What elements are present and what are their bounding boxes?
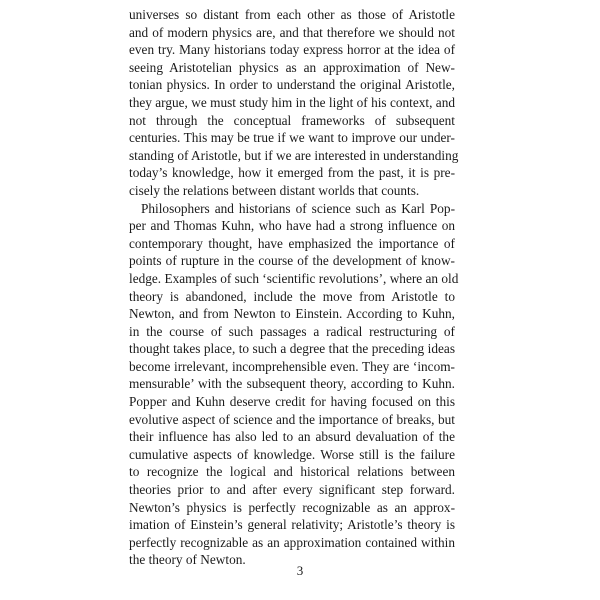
text-line: points of rupture in the course of the development of know-: [129, 253, 455, 269]
text-line: cumulative aspects of knowledge. Worse still is the failure: [129, 446, 455, 462]
text-line: Popper and Kuhn deserve credit for having focused on this: [129, 394, 455, 410]
text-line: Philosophers and historians of science such as Karl Pop-: [141, 200, 455, 216]
text-line: theories prior to and after every significant step forward.: [129, 482, 455, 498]
text-line: not through the conceptual frameworks of subsequent: [129, 112, 455, 128]
paragraph-1: [129, 6, 459, 200]
text-line: in the course of such passages a radical restructuring of: [129, 323, 455, 339]
text-line: theory is abandoned, include the move from Aristotle to: [129, 288, 455, 304]
text-line: centuries. This may be true if we want to improve our under-: [129, 130, 455, 146]
text-line: perfectly recognizable as an approximation contained within: [129, 534, 455, 550]
paragraph-2: [129, 200, 459, 569]
text-line: become irrelevant, incomprehensible even. They are ‘incom-: [129, 358, 455, 374]
text-line: they argue, we must study him in the light of his context, and: [129, 94, 455, 110]
text-line: cisely the relations between distant worlds that counts.: [129, 182, 420, 198]
page-number: 3: [296, 563, 304, 578]
text-line: universes so distant from each other as those of Aristotle: [129, 7, 455, 22]
text-line: Newton, and from Newton to Einstein. According to Kuhn,: [129, 306, 455, 322]
text-line: to recognize the logical and historical relations between: [129, 464, 455, 480]
text-line: imation of Einstein’s general relativity; Aristotle’s theory is: [129, 517, 455, 533]
text-line: and of modern physics are, and that therefore we should not: [129, 24, 455, 40]
text-line: their influence has also led to an absurd devaluation of the: [129, 429, 455, 445]
text-line: ledge. Examples of such ‘scientific revolutions’, where an old: [129, 270, 459, 286]
text-line: contemporary thought, have emphasized the importance of: [129, 235, 455, 251]
text-line: today’s knowledge, how it emerged from the past, it is pre-: [129, 165, 455, 181]
text-line: even try. Many historians today express horror at the idea of: [129, 42, 455, 58]
text-line: evolutive aspect of science and the importance of breaks, but: [129, 411, 455, 427]
text-line: mensurable’ with the subsequent theory, according to Kuhn.: [129, 376, 455, 392]
text-line: per and Thomas Kuhn, who have had a strong influence on: [129, 218, 455, 234]
text-line: tonian physics. In order to understand the original Aristotle,: [129, 77, 455, 93]
text-line: standing of Aristotle, but if we are interested in understanding: [129, 147, 459, 163]
text-line: thought takes place, to such a degree that the preceding ideas: [129, 341, 455, 357]
text-line: Newton’s physics is perfectly recognizable as an approx-: [129, 499, 455, 515]
text-line: the theory of Newton.: [129, 552, 246, 568]
text-line: seeing Aristotelian physics as an approximation of New-: [129, 59, 455, 75]
body-text: [129, 6, 459, 569]
